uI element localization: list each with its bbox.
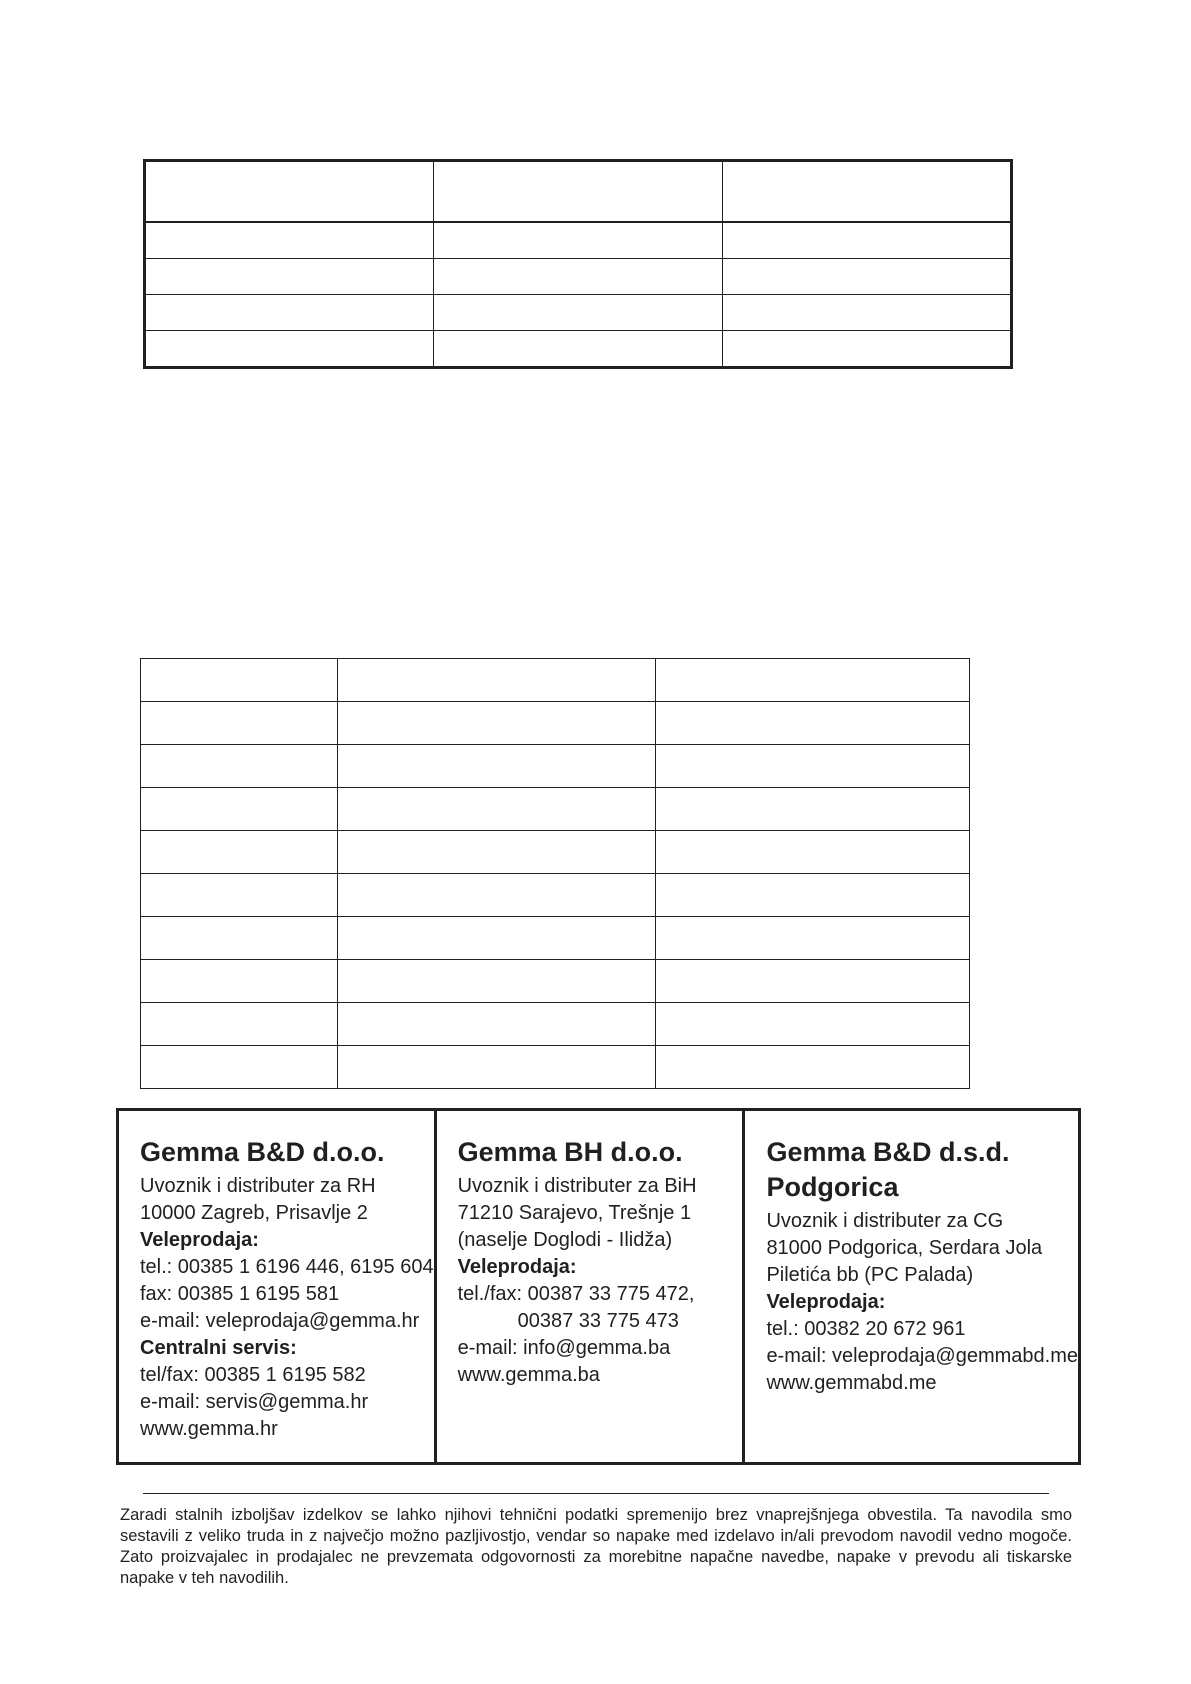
table-cell	[145, 331, 434, 368]
contact-line: Uvoznik i distributer za RH	[140, 1175, 376, 1197]
table-cell	[141, 659, 338, 702]
table-row	[145, 222, 1012, 259]
contact-line: tel.: 00382 20 672 961	[766, 1318, 966, 1340]
contact-email: e-mail: veleprodaja@gemmabd.me	[766, 1345, 1078, 1367]
table-row	[141, 788, 970, 831]
table-cell	[723, 331, 1012, 368]
divider	[143, 1493, 1049, 1494]
empty-table-top	[143, 159, 1013, 369]
table-cell	[656, 874, 970, 917]
table-row	[141, 702, 970, 745]
table-cell	[723, 259, 1012, 295]
table-cell	[141, 1003, 338, 1046]
table-cell	[656, 831, 970, 874]
table-row	[141, 874, 970, 917]
table-cell	[656, 659, 970, 702]
table-cell	[656, 1003, 970, 1046]
table-cell	[723, 222, 1012, 259]
table-cell	[656, 745, 970, 788]
table-cell	[338, 831, 656, 874]
company-name	[766, 1135, 1078, 1205]
contact-bih	[434, 1111, 743, 1462]
table-cell	[434, 222, 723, 259]
table-cell	[141, 874, 338, 917]
company-name-line: Gemma BH d.o.o.	[457, 1137, 683, 1167]
table-cell	[145, 161, 434, 223]
table-cell	[145, 259, 434, 295]
table-cell	[434, 259, 723, 295]
contact-website: www.gemma.hr	[140, 1418, 278, 1440]
table-row	[141, 960, 970, 1003]
contact-website: www.gemmabd.me	[766, 1372, 937, 1394]
table-cell	[338, 745, 656, 788]
contact-line: tel/fax: 00385 1 6195 582	[140, 1364, 366, 1386]
table-cell	[338, 1003, 656, 1046]
contact-line: (naselje Doglodi - Ilidža)	[457, 1229, 673, 1251]
contact-croatia	[119, 1111, 434, 1462]
table-cell	[141, 702, 338, 745]
contact-heading: Centralni servis:	[140, 1337, 297, 1359]
table-cell	[656, 788, 970, 831]
contact-line: fax: 00385 1 6195 581	[140, 1283, 340, 1305]
table-cell	[141, 960, 338, 1003]
table-row	[141, 917, 970, 960]
company-name	[458, 1135, 743, 1170]
contact-line: 00387 33 775 473	[517, 1310, 679, 1332]
contact-line: 81000 Podgorica, Serdara Jola	[766, 1237, 1043, 1259]
contact-line: Uvoznik i distributer za BiH	[457, 1175, 697, 1197]
table-row	[141, 1003, 970, 1046]
contact-line: Uvoznik i distributer za CG	[766, 1210, 1004, 1232]
empty-table-bottom	[140, 658, 970, 1089]
contact-email: e-mail: servis@gemma.hr	[140, 1391, 369, 1413]
table-cell	[141, 788, 338, 831]
table-cell	[656, 702, 970, 745]
contact-line: tel./fax: 00387 33 775 472,	[457, 1283, 695, 1305]
contact-line: tel.: 00385 1 6196 446, 6195 604	[140, 1256, 434, 1278]
table-cell	[338, 960, 656, 1003]
table-row	[145, 295, 1012, 331]
table-cell	[338, 874, 656, 917]
table-cell	[338, 702, 656, 745]
contact-line: Piletića bb (PC Palada)	[766, 1264, 974, 1286]
company-name-line: Podgorica	[766, 1172, 899, 1202]
table-cell	[656, 1046, 970, 1089]
table-cell	[434, 161, 723, 223]
contact-email: e-mail: veleprodaja@gemma.hr	[140, 1310, 420, 1332]
company-name-line: Gemma B&D d.s.d.	[766, 1137, 1010, 1167]
table-row	[141, 1046, 970, 1089]
table-cell	[338, 1046, 656, 1089]
table-cell	[434, 331, 723, 368]
table-cell	[656, 960, 970, 1003]
table-cell	[338, 659, 656, 702]
table-cell	[141, 831, 338, 874]
table-cell	[338, 788, 656, 831]
table-row	[141, 745, 970, 788]
table-cell	[141, 745, 338, 788]
table-row	[145, 259, 1012, 295]
table-cell	[141, 1046, 338, 1089]
table-row	[141, 659, 970, 702]
contact-heading: Veleprodaja:	[766, 1291, 886, 1313]
table-cell	[656, 917, 970, 960]
contact-line: 10000 Zagreb, Prisavlje 2	[140, 1202, 368, 1224]
contact-line: 71210 Sarajevo, Trešnje 1	[457, 1202, 692, 1224]
table-cell	[338, 917, 656, 960]
table-row	[145, 331, 1012, 368]
contact-email: e-mail: info@gemma.ba	[457, 1337, 671, 1359]
table-cell	[723, 295, 1012, 331]
table-header-row	[145, 161, 1012, 223]
table-cell	[145, 295, 434, 331]
table-cell	[434, 295, 723, 331]
table-cell	[723, 161, 1012, 223]
contact-website: www.gemma.ba	[457, 1364, 600, 1386]
contact-heading: Veleprodaja:	[457, 1256, 577, 1278]
contact-box	[116, 1108, 1081, 1465]
table-cell	[141, 917, 338, 960]
table-row	[141, 831, 970, 874]
company-name	[140, 1135, 434, 1170]
table-cell	[145, 222, 434, 259]
disclaimer-text: Zaradi stalnih izboljšav izdelkov se lahko njihovi tehnični podatki spremenijo brez vnaprejšnjega obvestila. Ta navodila smo sestavili z veliko truda in z največjo možno pazljivostjo, vendar so napake med izdelavo in/ali prevodom navodil vedno mogoče. Zato proizvajalec in prodajalec ne prevzemata odgovornosti za morebitne napačne navedbe, napake v prevodu ali tiskarske napake v teh navodilih.	[120, 1506, 1072, 1587]
contact-heading: Veleprodaja:	[140, 1229, 259, 1251]
company-name-line: Gemma B&D d.o.o.	[140, 1137, 385, 1167]
contact-montenegro	[742, 1111, 1078, 1462]
